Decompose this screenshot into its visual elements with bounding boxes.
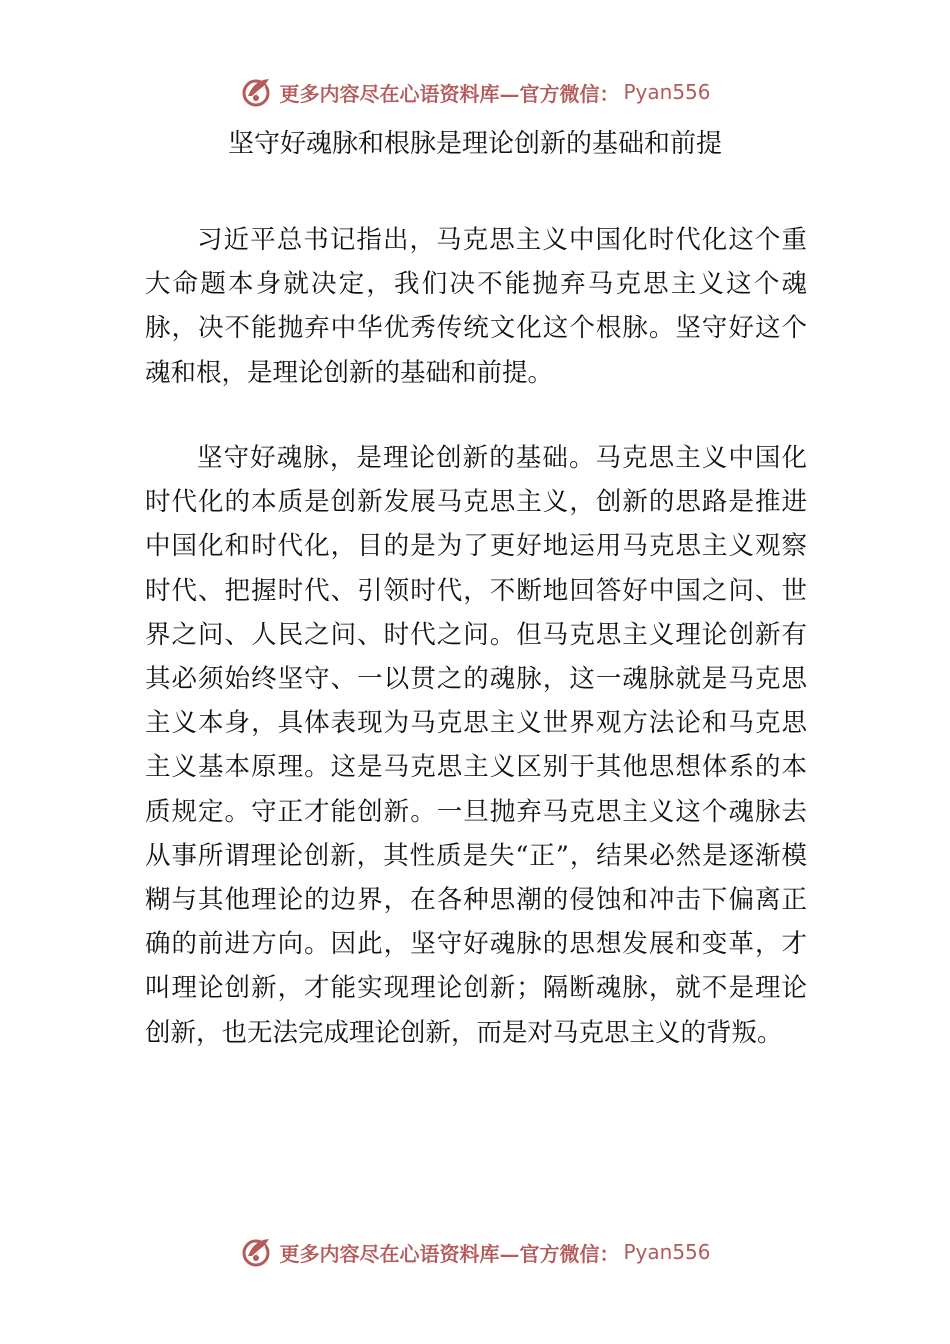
watermark-text: 更多内容尽在心语资料库—官方微信： xyxy=(279,81,620,106)
paragraph-2: 坚守好魂脉，是理论创新的基础。马克思主义中国化时代化的本质是创新发展马克思主义，创新的思路是推进中国化和时代化，目的是为了更好地运用马克思主义观察时代、把握时代、引领时代，不断地回答好中国之问、世界之问、人民之问、时代之问。但马克思主义理论创新有其必须始终坚守、一以贯之的魂脉，这一魂脉就是马克思主义本身，具体表现为马克思主义世界观方法论和马克思主义基本原理。这是马克思主义区别于其他思想体系的本质规定。守正才能创新。一旦抛弃马克思主义这个魂脉去从事所谓理论创新，其性质是失“正”，结果必然是逐渐模糊与其他理论的边界，在各种思潮的侵蚀和冲击下偏离正确的前进方向。因此，坚守好魂脉的思想发展和变革，才叫理论创新，才能实现理论创新；隔断魂脉，就不是理论创新，也无法完成理论创新，而是对马克思主义的背叛。 xyxy=(145,443,807,1048)
watermark-logo-icon xyxy=(239,1234,275,1270)
footer-watermark xyxy=(0,1232,950,1272)
watermark-logo-icon xyxy=(239,74,275,110)
paragraph-1: 习近平总书记指出，马克思主义中国化时代化这个重大命题本身就决定，我们决不能抛弃马克思主义这个魂脉，决不能抛弃中华优秀传统文化这个根脉。坚守好这个魂和根，是理论创新的基础和前提。 xyxy=(145,225,807,388)
watermark-wechat-id: Pyan556 xyxy=(623,80,711,104)
document-title: 坚守好魂脉和根脉是理论创新的基础和前提 xyxy=(227,129,722,159)
header-watermark xyxy=(0,72,950,112)
watermark-text: 更多内容尽在心语资料库—官方微信： xyxy=(279,1241,620,1266)
watermark-wechat-id: Pyan556 xyxy=(623,1240,711,1264)
